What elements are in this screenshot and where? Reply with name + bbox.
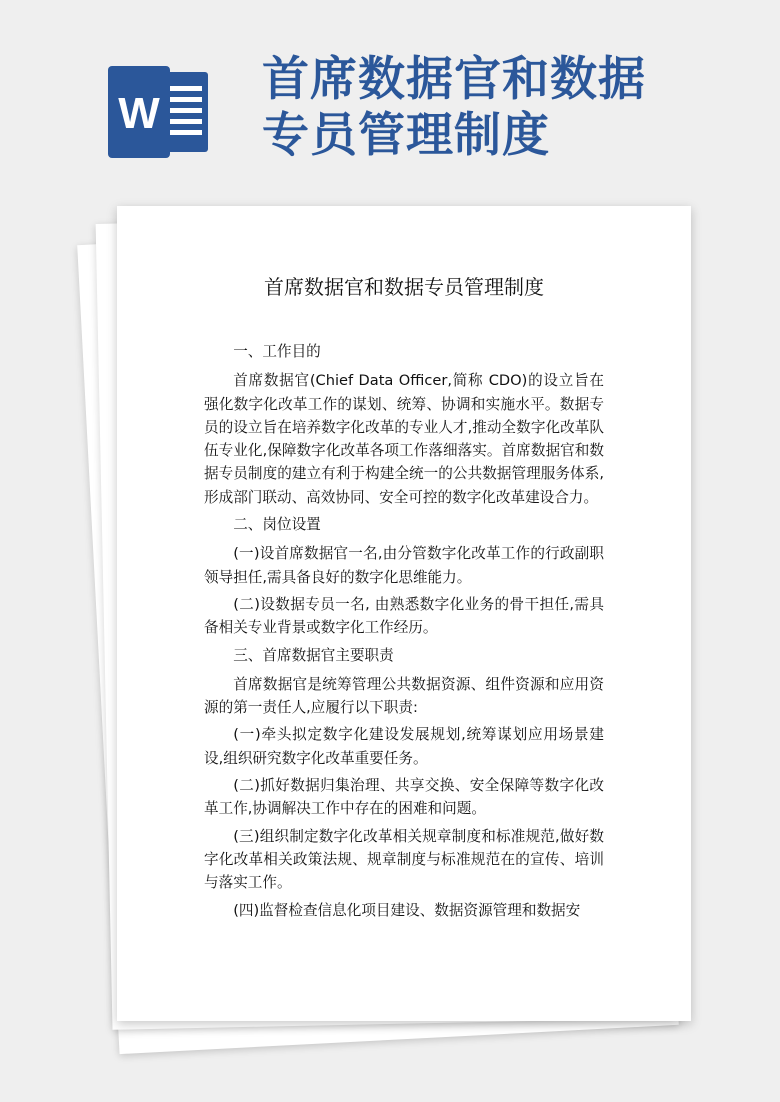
document-body xyxy=(204,340,604,922)
section-heading: 一、工作目的 xyxy=(233,343,321,360)
body-paragraph: (一)设首席数据官一名,由分管数字化改革工作的行政副职领导担任,需具备良好的数字化思维能力。 xyxy=(204,545,604,586)
body-paragraph: 首席数据官(Chief Data Officer,简称 CDO)的设立旨在强化数字化改革工作的谋划、统筹、协调和实施水平。数据专员的设立旨在培养数字化改革的专业人才,推动全数字化改革队伍专业化,保障数字化改革各项工作落细落实。首席数据官和数据专员制度的建立有利于构建全统一的公共数据管理服务体系,形成部门联动、高效协同、安全可控的数字化改革建设合力。 xyxy=(204,372,604,506)
body-paragraph: (二)抓好数据归集治理、共享交换、安全保障等数字化改革工作,协调解决工作中存在的困难和问题。 xyxy=(204,777,604,818)
document-title: 首席数据官和数据专员管理制度 xyxy=(264,275,544,299)
body-paragraph: (三)组织制定数字化改革相关规章制度和标准规范,做好数字化改革相关政策法规、规章制度与标准规范在的宣传、培训与落实工作。 xyxy=(204,827,604,892)
body-paragraph: 首席数据官是统筹管理公共数据资源、组件资源和应用资源的第一责任人,应履行以下职责: xyxy=(204,675,604,717)
banner-title-line-1: 首席数据官和数据 xyxy=(262,52,646,107)
section-heading: 二、岗位设置 xyxy=(233,516,321,534)
banner-title-line-2: 专员管理制度 xyxy=(262,108,550,163)
document-content xyxy=(204,270,604,926)
section-heading: 三、首席数据官主要职责 xyxy=(233,646,394,664)
body-paragraph: (四)监督检查信息化项目建设、数据资源管理和数据安 xyxy=(233,901,581,919)
body-paragraph: (一)牵头拟定数字化建设发展规划,统筹谋划应用场景建设,组织研究数字化改革重要任务。 xyxy=(204,726,604,767)
body-paragraph: (二)设数据专员一名, 由熟悉数字化业务的骨干担任,需具备相关专业背景或数字化工作经历。 xyxy=(204,595,604,637)
word-icon-letter: W xyxy=(118,89,160,138)
